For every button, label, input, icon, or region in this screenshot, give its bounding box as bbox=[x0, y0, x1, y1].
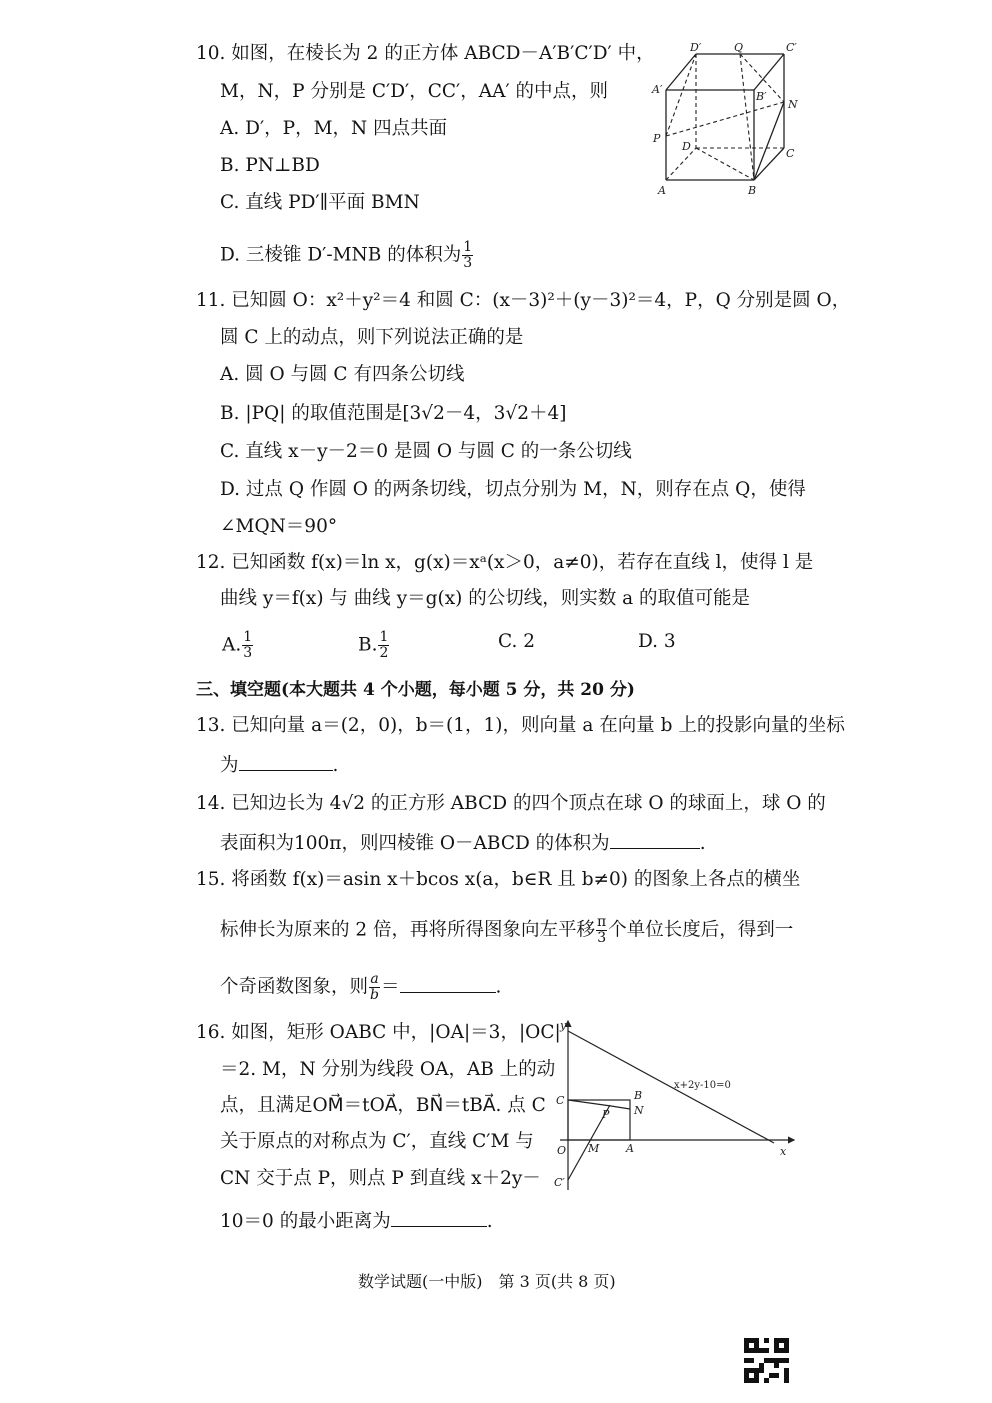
cube-label-b: B bbox=[748, 184, 757, 197]
q13-stem-line2 bbox=[220, 752, 338, 778]
q15-answer-blank[interactable] bbox=[400, 974, 496, 993]
q15-pi-num: π bbox=[597, 914, 607, 930]
q12-option-b-label: B. bbox=[358, 634, 378, 656]
q10-option-d bbox=[220, 240, 474, 271]
section-3-heading: 三、填空题(本大题共 4 个小题，每小题 5 分，共 20 分) bbox=[196, 680, 635, 700]
q10-stem-line2: M，N，P 分别是 C′D′，CC′，AA′ 的中点，则 bbox=[220, 81, 609, 102]
cube-label-c: C bbox=[786, 147, 795, 160]
q15-pi-frac bbox=[596, 915, 607, 946]
q12-option-b-frac bbox=[378, 630, 389, 661]
q16-line3: 点，且满足OM⃗＝tOA⃗，BN⃗＝tBA⃗. 点 C bbox=[220, 1095, 546, 1116]
q14-stem-text: 表面积为100π，则四棱锥 O－ABCD 的体积为 bbox=[220, 833, 610, 854]
cube-label-a: A bbox=[658, 184, 666, 197]
q12-option-a-label: A. bbox=[222, 634, 242, 656]
q15-stem2b: 个单位长度后，得到一 bbox=[608, 919, 794, 941]
cube-label-n: N bbox=[788, 98, 798, 111]
q13-stem-line1: 13. 已知向量 a＝(2，0)，b＝(1，1)，则向量 a 在向量 b 上的投影向量的坐标 bbox=[196, 715, 845, 736]
q12-b-den: 2 bbox=[379, 645, 389, 661]
q15-stem3a: 个奇函数图象，则 bbox=[220, 976, 369, 998]
fig16-label-y: y bbox=[560, 1019, 567, 1032]
cube-label-ap: A′ bbox=[652, 83, 663, 96]
q12-b-num: 1 bbox=[379, 629, 389, 645]
q16-line5: CN 交于点 P，则点 P 到直线 x＋2y－ bbox=[220, 1168, 541, 1189]
q13-answer-blank[interactable] bbox=[239, 752, 333, 771]
q10-option-d-text: D. 三棱锥 D′-MNB 的体积为 bbox=[220, 244, 462, 266]
fig16-label-n: N bbox=[634, 1104, 644, 1117]
qr-code bbox=[744, 1338, 789, 1383]
q12-option-d: D. 3 bbox=[638, 631, 676, 652]
q15-ab-den: b bbox=[370, 987, 379, 1003]
cube-label-q: Q bbox=[734, 41, 744, 54]
cube-figure bbox=[650, 38, 810, 198]
q16-figure bbox=[548, 1015, 804, 1195]
fig16-label-m: M bbox=[588, 1142, 600, 1155]
cube-label-cp: C′ bbox=[786, 41, 797, 54]
q16-line6 bbox=[220, 1208, 493, 1234]
q15-stem-line3 bbox=[220, 972, 501, 1003]
q10-fraction bbox=[462, 240, 473, 271]
q10-option-a: A. D′，P，M，N 四点共面 bbox=[220, 118, 448, 139]
fig16-label-c: C bbox=[556, 1094, 565, 1107]
q12-option-a bbox=[222, 630, 254, 661]
q15-stem-line1: 15. 将函数 f(x)＝asin x＋bcos x(a，b∈R 且 b≠0) 的图象上各点的横坐 bbox=[196, 869, 801, 890]
q15-stem3b: ＝ bbox=[380, 976, 400, 998]
q12-stem-line2: 曲线 y＝f(x) 与 曲线 y＝g(x) 的公切线，则实数 a 的取值可能是 bbox=[220, 588, 751, 609]
q16-line4: 关于原点的对称点为 C′，直线 C′M 与 bbox=[220, 1131, 534, 1152]
page-footer: 数学试题(一中版) 第 3 页(共 8 页) bbox=[358, 1272, 616, 1291]
fig16-label-a: A bbox=[626, 1142, 634, 1155]
fig16-line-equation: x+2y-10=0 bbox=[674, 1080, 731, 1091]
cube-label-bp: B′ bbox=[756, 90, 767, 103]
q14-stem-line2 bbox=[220, 830, 706, 856]
cube-label-dp: D′ bbox=[690, 41, 702, 54]
q12-option-b bbox=[358, 630, 390, 661]
fig16-label-p: P bbox=[602, 1108, 610, 1121]
q12-option-c: C. 2 bbox=[498, 631, 536, 652]
q16-end: . bbox=[486, 1211, 493, 1232]
q11-option-a: A. 圆 O 与圆 C 有四条公切线 bbox=[220, 364, 465, 385]
q10-option-b: B. PN⊥BD bbox=[220, 155, 320, 176]
q15-stem-line2 bbox=[220, 915, 793, 946]
q14-stem-line1: 14. 已知边长为 4√2 的正方形 ABCD 的四个顶点在球 O 的球面上，球 O 的 bbox=[196, 793, 826, 814]
fig16-label-b: B bbox=[634, 1089, 643, 1102]
q11-option-c: C. 直线 x－y－2＝0 是圆 O 与圆 C 的一条公切线 bbox=[220, 441, 632, 462]
q10-option-c: C. 直线 PD′∥平面 BMN bbox=[220, 192, 420, 213]
cube-label-p: P bbox=[653, 132, 661, 145]
q12-stem-line1: 12. 已知函数 f(x)＝ln x，g(x)＝xᵃ(x＞0，a≠0)，若存在直线 l，使得 l 是 bbox=[196, 552, 814, 573]
q10-frac-num: 1 bbox=[463, 239, 473, 255]
q15-ab-num: a bbox=[370, 971, 379, 987]
q13-end: . bbox=[332, 755, 339, 776]
q13-stem-text: 为 bbox=[220, 755, 239, 776]
q14-end: . bbox=[699, 833, 706, 854]
cube-label-d: D bbox=[682, 140, 691, 153]
q11-option-d-line1: D. 过点 Q 作圆 O 的两条切线，切点分别为 M，N，则存在点 Q，使得 bbox=[220, 479, 806, 500]
fig16-label-x: x bbox=[780, 1145, 787, 1158]
q16-line6-text: 10＝0 的最小距离为 bbox=[220, 1211, 391, 1232]
fig16-label-o: O bbox=[557, 1144, 567, 1157]
q11-option-b: B. |PQ| 的取值范围是[3√2－4，3√2＋4] bbox=[220, 403, 567, 424]
q12-a-den: 3 bbox=[243, 645, 253, 661]
q15-stem2a: 标伸长为原来的 2 倍，再将所得图象向左平移 bbox=[220, 919, 596, 941]
q15-end: . bbox=[495, 976, 502, 998]
q15-ab-frac bbox=[369, 972, 380, 1003]
q11-stem-line2: 圆 C 上的动点，则下列说法正确的是 bbox=[220, 327, 524, 348]
q15-pi-den: 3 bbox=[597, 930, 607, 946]
q16-line2: ＝2. M，N 分别为线段 OA，AB 上的动 bbox=[220, 1059, 556, 1080]
q12-option-a-frac bbox=[242, 630, 253, 661]
fig16-label-cp: C′ bbox=[554, 1176, 565, 1189]
q10-frac-den: 3 bbox=[463, 255, 473, 271]
q16-line1: 16. 如图，矩形 OABC 中，|OA|＝3，|OC| bbox=[196, 1022, 561, 1043]
q12-a-num: 1 bbox=[243, 629, 253, 645]
q11-option-d-line2: ∠MQN＝90° bbox=[220, 516, 338, 537]
q16-answer-blank[interactable] bbox=[391, 1208, 487, 1227]
q11-stem-line1: 11. 已知圆 O：x²＋y²＝4 和圆 C：(x－3)²＋(y－3)²＝4，P，Q 分别是圆 O， bbox=[196, 290, 851, 311]
q10-stem-line1: 10. 如图，在棱长为 2 的正方体 ABCD－A′B′C′D′ 中， bbox=[196, 43, 655, 64]
q14-answer-blank[interactable] bbox=[610, 830, 700, 849]
